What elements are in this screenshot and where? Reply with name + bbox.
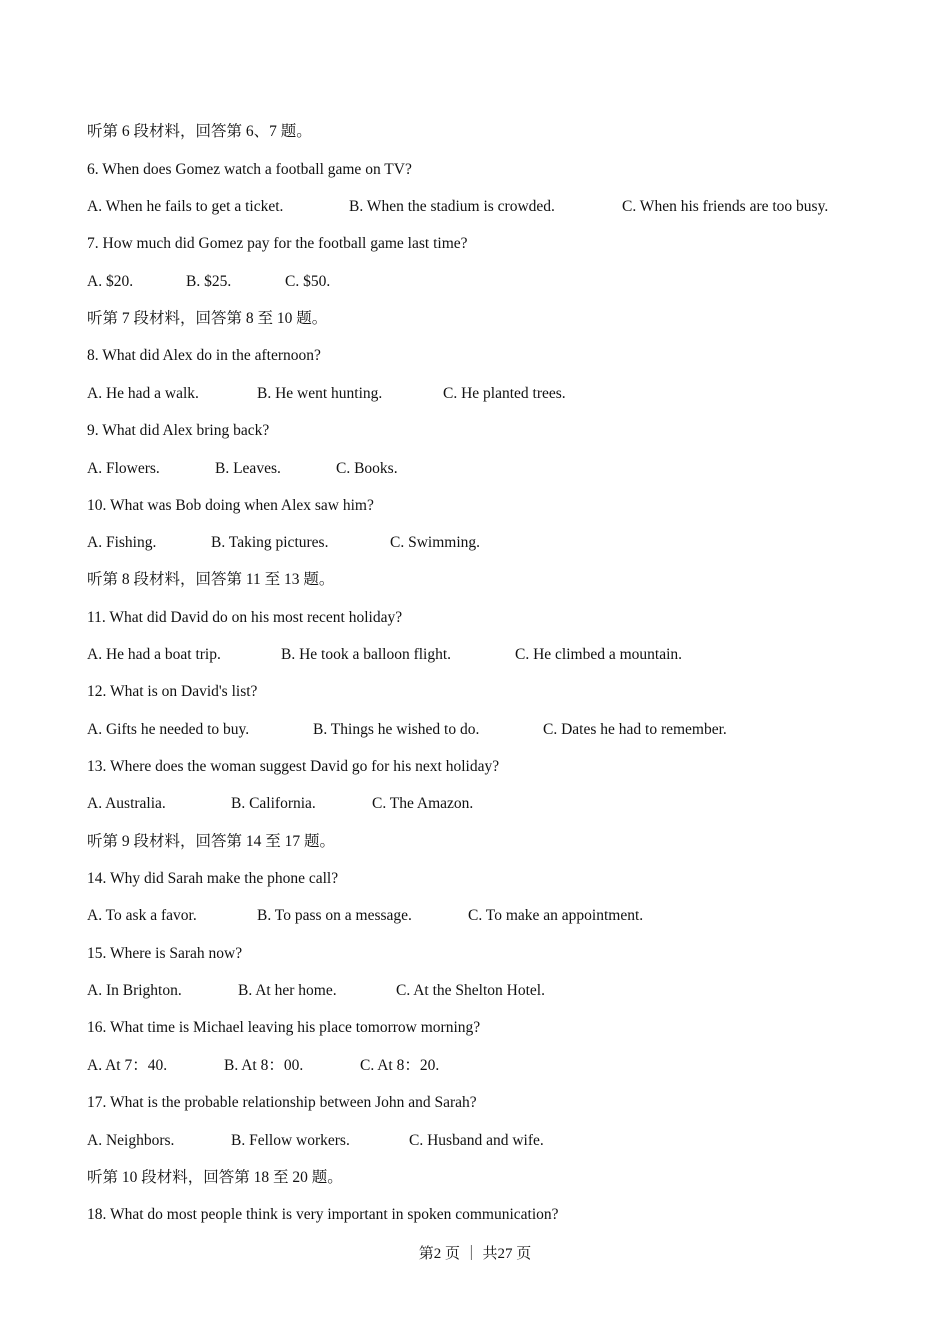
section-heading: 听第 8 段材料，回答第 11 至 13 题。 xyxy=(87,571,335,588)
option-a: A. Flowers. xyxy=(87,460,160,477)
question-18: 18. What do most people think is very important in spoken communication? xyxy=(87,1206,559,1223)
question-14: 14. Why did Sarah make the phone call? xyxy=(87,870,339,887)
option-c: C. Dates he had to remember. xyxy=(543,721,727,738)
question-16: 16. What time is Michael leaving his place tomorrow morning? xyxy=(87,1019,481,1036)
option-b: B. Taking pictures. xyxy=(211,534,329,551)
option-c: C. He climbed a mountain. xyxy=(515,646,683,663)
question-12: 12. What is on David's list? xyxy=(87,683,258,700)
option-b: B. Fellow workers. xyxy=(231,1132,350,1149)
option-c: C. At the Shelton Hotel. xyxy=(396,982,545,999)
option-b: B. He went hunting. xyxy=(257,385,383,402)
option-a: A. At 7：40. xyxy=(87,1057,168,1074)
option-a: A. Gifts he needed to buy. xyxy=(87,721,250,738)
option-a: A. Fishing. xyxy=(87,534,157,551)
question-6: 6. When does Gomez watch a football game on TV? xyxy=(87,161,412,178)
option-a: A. $20. xyxy=(87,273,134,290)
option-a: A. He had a boat trip. xyxy=(87,646,221,663)
option-b: B. California. xyxy=(231,795,316,812)
option-c: C. He planted trees. xyxy=(443,385,566,402)
option-c: C. Swimming. xyxy=(390,534,481,551)
option-c: C. Books. xyxy=(336,460,398,477)
option-c: C. $50. xyxy=(285,273,331,290)
question-7: 7. How much did Gomez pay for the football game last time? xyxy=(87,235,468,252)
section-heading: 听第 6 段材料，回答第 6、7 题。 xyxy=(87,123,312,140)
section-heading: 听第 9 段材料，回答第 14 至 17 题。 xyxy=(87,833,336,850)
section-heading: 听第 7 段材料，回答第 8 至 10 题。 xyxy=(87,310,328,327)
option-a: A. In Brighton. xyxy=(87,982,182,999)
option-c: C. Husband and wife. xyxy=(409,1132,544,1149)
option-b: B. He took a balloon flight. xyxy=(281,646,452,663)
option-b: B. Things he wished to do. xyxy=(313,721,480,738)
question-11: 11. What did David do on his most recent holiday? xyxy=(87,609,403,626)
option-b: B. At her home. xyxy=(238,982,337,999)
question-17: 17. What is the probable relationship between John and Sarah? xyxy=(87,1094,477,1111)
option-b: B. Leaves. xyxy=(215,460,281,477)
question-10: 10. What was Bob doing when Alex saw him? xyxy=(87,497,374,514)
option-b: B. $25. xyxy=(186,273,232,290)
option-c: C. At 8：20. xyxy=(360,1057,440,1074)
section-heading: 听第 10 段材料，回答第 18 至 20 题。 xyxy=(87,1169,343,1186)
option-b: B. When the stadium is crowded. xyxy=(349,198,555,215)
question-15: 15. Where is Sarah now? xyxy=(87,945,243,962)
option-a: A. Australia. xyxy=(87,795,166,812)
question-8: 8. What did Alex do in the afternoon? xyxy=(87,347,321,364)
question-9: 9. What did Alex bring back? xyxy=(87,422,270,439)
option-a: A. When he fails to get a ticket. xyxy=(87,198,284,215)
page-footer: 第2 页 ｜ 共27 页 xyxy=(418,1246,532,1262)
option-a: A. To ask a favor. xyxy=(87,907,197,924)
option-c: C. When his friends are too busy. xyxy=(622,198,829,215)
option-b: B. At 8：00. xyxy=(224,1057,304,1074)
option-c: C. The Amazon. xyxy=(372,795,474,812)
option-a: A. Neighbors. xyxy=(87,1132,175,1149)
question-13: 13. Where does the woman suggest David go for his next holiday? xyxy=(87,758,500,775)
option-c: C. To make an appointment. xyxy=(468,907,644,924)
option-b: B. To pass on a message. xyxy=(257,907,412,924)
option-a: A. He had a walk. xyxy=(87,385,199,402)
